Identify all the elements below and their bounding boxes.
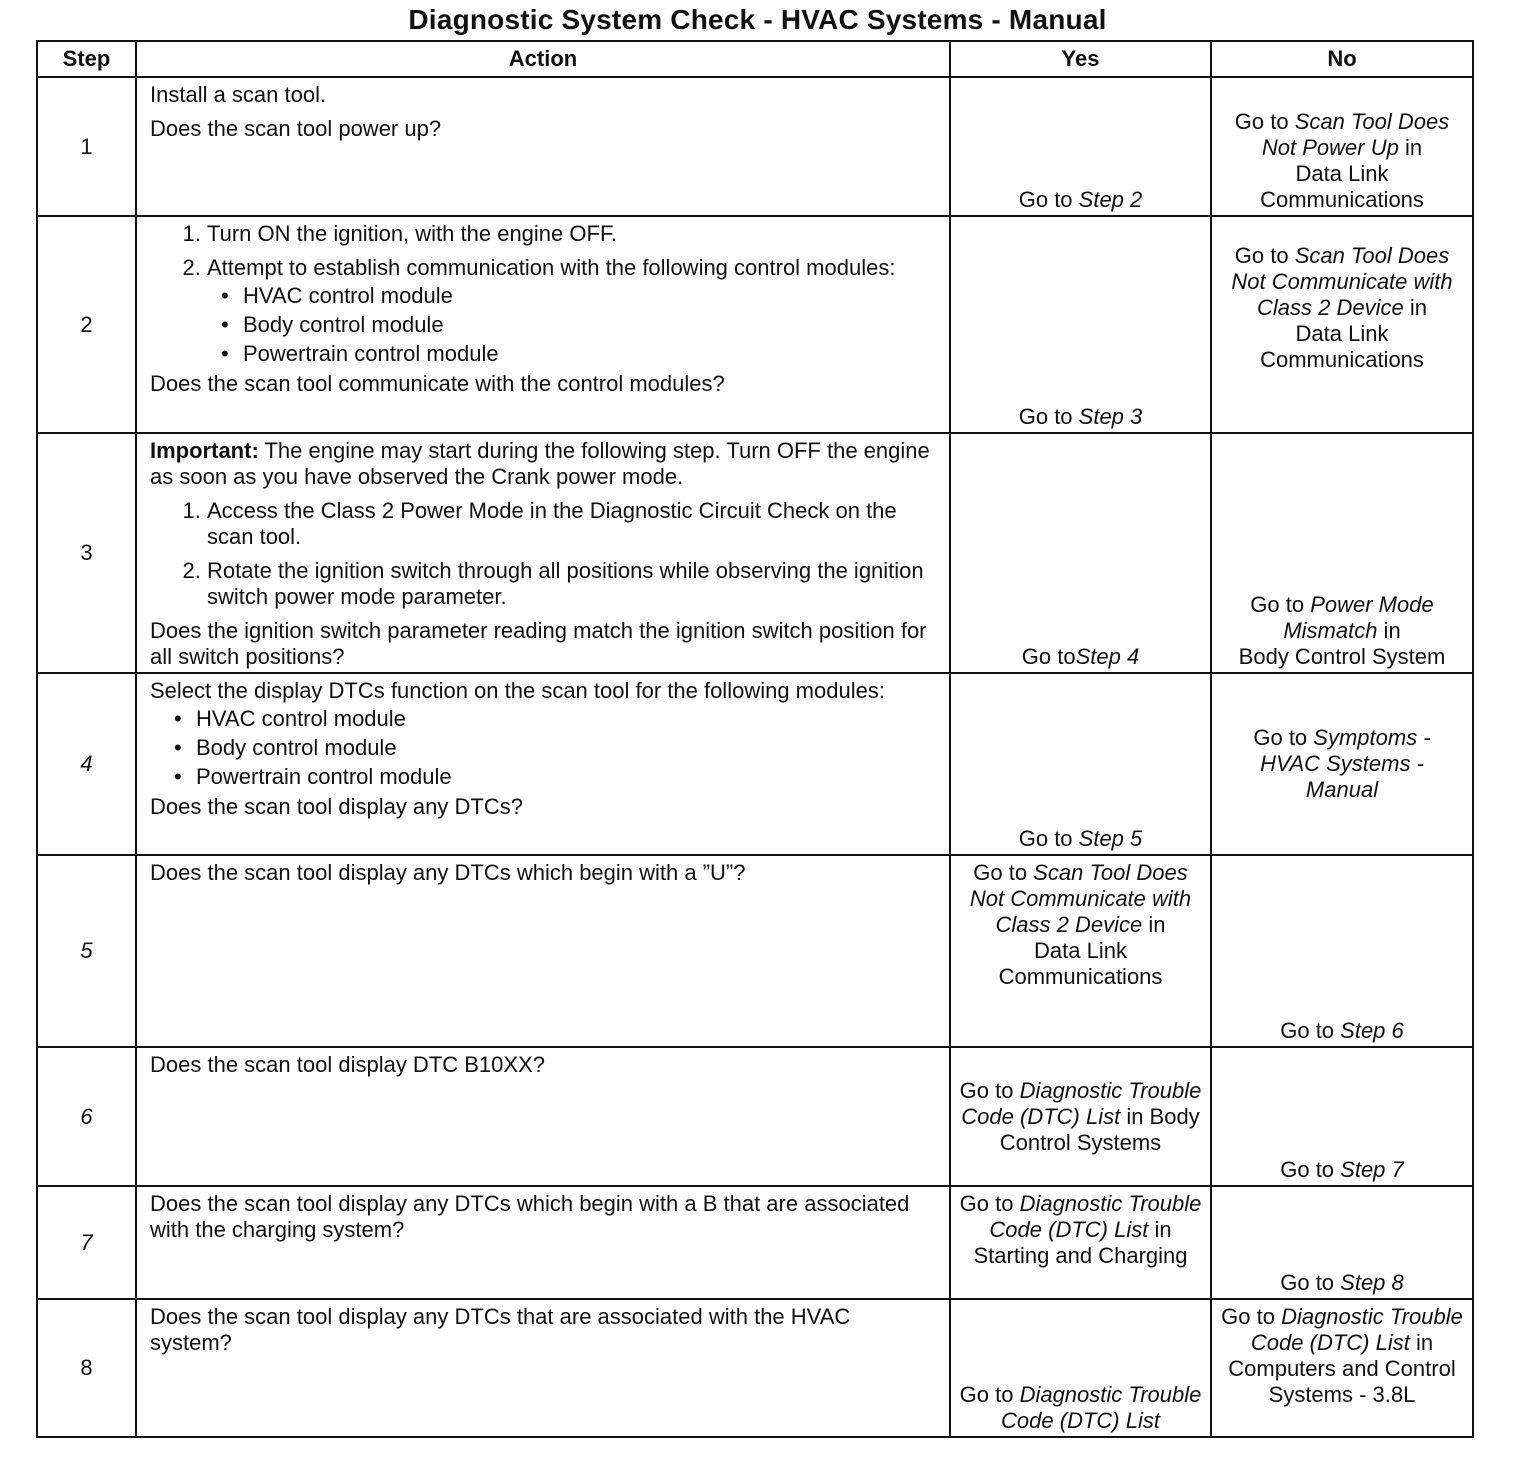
table-row bbox=[37, 216, 1473, 433]
table-row bbox=[37, 1299, 1473, 1437]
yes-link[interactable]: Step 2 bbox=[1078, 187, 1143, 212]
no-cell bbox=[1211, 1299, 1473, 1437]
important-label: Important: bbox=[150, 438, 259, 463]
step-number-text: 4 bbox=[80, 751, 93, 776]
action-cell bbox=[136, 855, 950, 1047]
no-cell bbox=[1211, 673, 1473, 855]
yes-link[interactable]: Step 5 bbox=[1078, 826, 1143, 851]
yes-link[interactable]: Diagnostic Trouble Code (DTC) List bbox=[989, 1191, 1202, 1242]
no-post: Data Link Communications bbox=[1260, 161, 1424, 212]
no-cell bbox=[1211, 1047, 1473, 1186]
no-mid: in bbox=[1398, 135, 1423, 160]
yes-mid: in Starting and Charging bbox=[973, 1217, 1188, 1268]
list-item-text: Attempt to establish communication with the following control modules: bbox=[207, 255, 896, 280]
yes-cell bbox=[950, 1186, 1211, 1299]
no-prefix: Go to bbox=[1234, 243, 1295, 268]
header-yes: Yes bbox=[950, 41, 1211, 77]
list-item: 2. Rotate the ignition switch through all positions while observing the ignition switch power mode parameter. bbox=[207, 558, 937, 610]
module-bullets bbox=[207, 283, 937, 367]
yes-mid: in Body Control Systems bbox=[999, 1103, 1200, 1155]
yes-prefix: Go to bbox=[1018, 826, 1079, 851]
no-prefix: Go to bbox=[1280, 1018, 1341, 1043]
bullet-item: • Powertrain control module bbox=[174, 764, 937, 790]
step-number bbox=[37, 673, 136, 855]
yes-prefix: Go to bbox=[1018, 187, 1079, 212]
yes-prefix: Go to bbox=[973, 860, 1034, 885]
yes-prefix: Go to bbox=[959, 1382, 1020, 1407]
page-title: Diagnostic System Check - HVAC Systems - Manual bbox=[408, 4, 1107, 35]
table-header-row bbox=[37, 41, 1473, 77]
header-no: No bbox=[1211, 41, 1473, 77]
no-prefix: Go to bbox=[1234, 109, 1295, 134]
step-number: 3 bbox=[37, 433, 136, 673]
bullet-item: • HVAC control module bbox=[174, 706, 937, 732]
no-link[interactable]: Step 6 bbox=[1340, 1018, 1404, 1043]
yes-cell bbox=[950, 433, 1211, 673]
step-number bbox=[37, 1186, 136, 1299]
bullet-item: • Body control module bbox=[174, 735, 937, 761]
yes-cell bbox=[950, 1299, 1211, 1437]
step-number bbox=[37, 1047, 136, 1186]
yes-cell bbox=[950, 1047, 1211, 1186]
yes-post: Data Link Communications bbox=[998, 938, 1163, 989]
yes-prefix: Go to bbox=[959, 1077, 1020, 1103]
table-row bbox=[37, 433, 1473, 673]
yes-cell bbox=[950, 216, 1211, 433]
action-cell bbox=[136, 433, 950, 673]
module-bullets bbox=[150, 706, 937, 790]
action-question: Does the scan tool display DTC B10XX? bbox=[150, 1052, 545, 1077]
step-number bbox=[37, 855, 136, 1047]
no-link[interactable]: Scan Tool Does Not Power Up bbox=[1261, 109, 1450, 160]
no-mid: in bbox=[1403, 295, 1427, 320]
yes-cell bbox=[950, 855, 1211, 1047]
action-cell bbox=[136, 77, 950, 216]
action-question: Does the scan tool communicate with the control modules? bbox=[150, 371, 725, 396]
yes-cell bbox=[950, 77, 1211, 216]
step-number: 1 bbox=[37, 77, 136, 216]
list-item bbox=[207, 255, 937, 367]
action-question: Does the scan tool power up? bbox=[150, 116, 442, 141]
table-row bbox=[37, 77, 1473, 216]
step-number-text: 6 bbox=[80, 1103, 93, 1129]
action-intro: Install a scan tool. bbox=[150, 82, 327, 107]
no-prefix: Go to bbox=[1280, 1157, 1341, 1182]
important-note bbox=[150, 438, 937, 490]
yes-prefix: Go to bbox=[1018, 404, 1079, 429]
no-cell bbox=[1211, 433, 1473, 673]
yes-prefix: Go to bbox=[959, 1191, 1020, 1216]
yes-link[interactable]: Step 4 bbox=[1075, 644, 1140, 669]
action-steps-list bbox=[150, 498, 937, 610]
action-cell bbox=[136, 673, 950, 855]
yes-link[interactable]: Step 3 bbox=[1078, 404, 1143, 429]
no-cell bbox=[1211, 216, 1473, 433]
yes-link[interactable]: Diagnostic Trouble Code (DTC) List bbox=[961, 1077, 1202, 1129]
no-cell bbox=[1211, 77, 1473, 216]
no-link[interactable]: Scan Tool Does Not Communicate with Class 2 Device bbox=[1231, 243, 1453, 320]
no-cell bbox=[1211, 1186, 1473, 1299]
action-question: Does the scan tool display any DTCs which begin with a B that are associated with the charging system? bbox=[150, 1191, 910, 1242]
yes-mid: in bbox=[1142, 912, 1166, 937]
action-question: Does the scan tool display any DTCs? bbox=[150, 794, 523, 819]
header-action: Action bbox=[136, 41, 950, 77]
important-text: The engine may start during the following step. Turn OFF the engine as soon as you have observed the Crank power mode. bbox=[150, 438, 930, 489]
step-number-text: 7 bbox=[80, 1229, 93, 1255]
no-link[interactable]: Symptoms - HVAC Systems - Manual bbox=[1260, 725, 1431, 802]
yes-cell bbox=[950, 673, 1211, 855]
diagnostic-table bbox=[36, 40, 1474, 1438]
no-prefix: Go to bbox=[1280, 1270, 1341, 1295]
table-row bbox=[37, 673, 1473, 855]
step-number: 8 bbox=[37, 1299, 136, 1437]
table-row bbox=[37, 1047, 1473, 1186]
no-prefix: Go to bbox=[1221, 1304, 1282, 1329]
action-cell bbox=[136, 1047, 950, 1186]
table-row bbox=[37, 855, 1473, 1047]
no-link[interactable]: Diagnostic Trouble Code (DTC) List bbox=[1250, 1304, 1463, 1355]
no-cell bbox=[1211, 855, 1473, 1047]
no-mid: in Computers and Control Systems - 3.8L bbox=[1228, 1330, 1456, 1407]
no-link[interactable]: Step 7 bbox=[1340, 1157, 1404, 1182]
yes-link[interactable]: Scan Tool Does Not Communicate with Class 2 Device bbox=[969, 860, 1192, 937]
action-cell bbox=[136, 1299, 950, 1437]
no-mid: in bbox=[1377, 618, 1401, 643]
bullet-item: • Powertrain control module bbox=[221, 341, 937, 367]
action-question: Does the scan tool display any DTCs that are associated with the HVAC system? bbox=[150, 1304, 851, 1355]
header-step: Step bbox=[37, 41, 136, 77]
no-link[interactable]: Step 8 bbox=[1340, 1270, 1404, 1295]
bullet-item: • HVAC control module bbox=[221, 283, 937, 309]
list-item: 1. Access the Class 2 Power Mode in the Diagnostic Circuit Check on the scan tool. bbox=[207, 498, 937, 550]
action-question: Does the ignition switch parameter reading match the ignition switch position for all switch positions? bbox=[150, 618, 927, 669]
no-prefix: Go to bbox=[1250, 592, 1311, 617]
no-post: Body Control System bbox=[1238, 644, 1446, 669]
no-post: Data Link Communications bbox=[1260, 321, 1424, 372]
yes-link[interactable]: Diagnostic Trouble Code (DTC) List bbox=[1001, 1382, 1202, 1433]
table-row bbox=[37, 1186, 1473, 1299]
action-intro: Select the display DTCs function on the scan tool for the following modules: bbox=[150, 678, 885, 703]
list-item: 1. Turn ON the ignition, with the engine OFF. bbox=[207, 221, 937, 247]
action-cell bbox=[136, 216, 950, 433]
no-link[interactable]: Power Mode Mismatch bbox=[1283, 592, 1434, 643]
action-question: Does the scan tool display any DTCs which begin with a ”U”? bbox=[150, 860, 746, 885]
action-cell bbox=[136, 1186, 950, 1299]
step-number: 2 bbox=[37, 216, 136, 433]
action-steps-list bbox=[150, 221, 937, 367]
yes-prefix: Go to bbox=[1021, 644, 1076, 669]
bullet-item: • Body control module bbox=[221, 312, 937, 338]
no-prefix: Go to bbox=[1253, 725, 1314, 750]
step-number-text: 5 bbox=[80, 938, 93, 963]
